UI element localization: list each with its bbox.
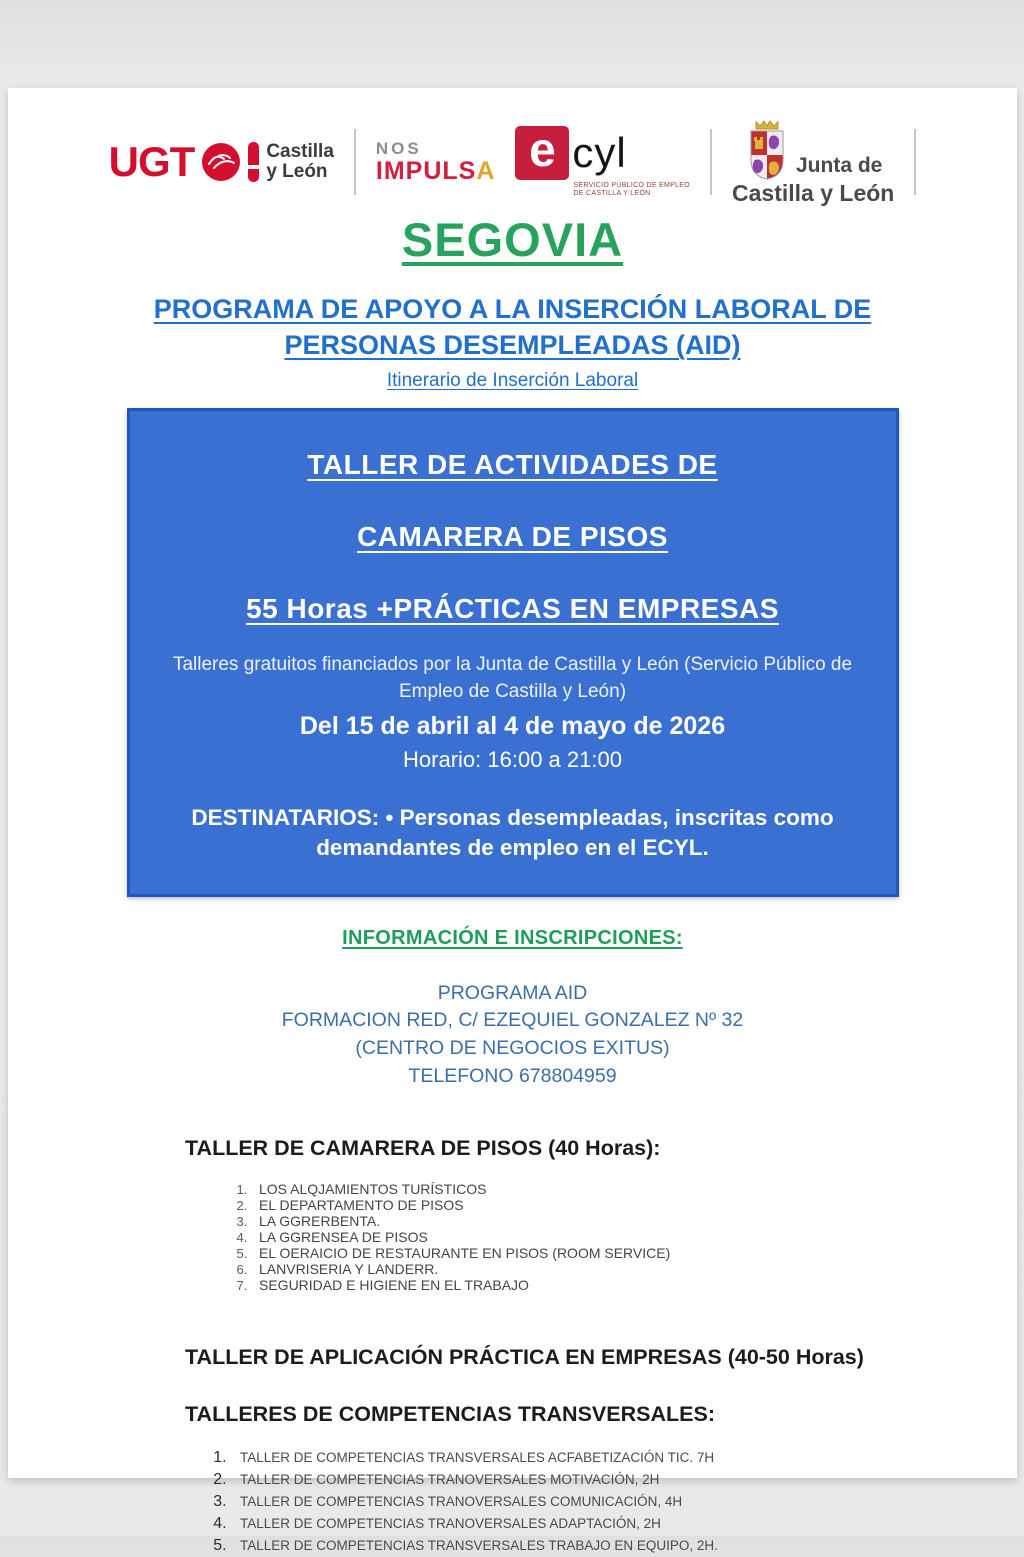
info-phone: TELEFONO 678804959 xyxy=(408,1064,617,1087)
funding-note: Talleres gratuitos financiados por la Junta de Castilla y León (Servicio Público de Empleo de Castilla y León) xyxy=(172,653,853,703)
ugt-logo xyxy=(109,138,334,186)
logo-divider xyxy=(710,129,712,195)
junta-shield-icon xyxy=(744,118,790,182)
list-item: 3. TALLER DE COMPETENCIAS TRANOVERSALES COMUNICACIÓN, 4H xyxy=(231,1491,957,1513)
logo-row xyxy=(8,88,1017,206)
workshop-dates: Del 15 de abril al 4 de mayo de 2026 xyxy=(299,711,726,740)
list-item: 1. LOS ALQJAMIENTOS TURÍSTICOS xyxy=(251,1181,957,1197)
info-center: (CENTRO DE NEGOCIOS EXITUS) xyxy=(355,1037,670,1060)
workshop-recipients: DESTINATARIOS: • Personas desempleadas, inscritas como demandantes de empleo en el ECYL. xyxy=(191,804,834,861)
info-address: FORMACION RED, C/ EZEQUIEL GONZALEZ Nº 32 xyxy=(281,1009,744,1032)
ecyl-caption: SERVICIO PÚBLICO DE EMPLEO DE CASTILLA Y LEÓN xyxy=(573,181,691,197)
program-title: PROGRAMA DE APOYO A LA INSERCIÓN LABORAL DE PERSONAS DESEMPLEADAS (AID) xyxy=(153,294,872,361)
list-item: 5. EL OERAICIO DE RESTAURANTE EN PISOS (ROOM SERVICE) xyxy=(251,1245,957,1261)
list-item: 1. TALLER DE COMPETENCIAS TRANSVERSALES ACFABETIZACIÓN TIC. 7H xyxy=(231,1447,957,1469)
list-item: 4. TALLER DE COMPETENCIAS TRANOVERSALES ADAPTACIÓN, 2H xyxy=(231,1513,957,1535)
program-subtitle: Itinerario de Inserción Laboral xyxy=(386,369,639,391)
transversal-list xyxy=(185,1447,957,1557)
logo-divider xyxy=(354,129,356,195)
info-program: PROGRAMA AID xyxy=(437,981,588,1004)
info-heading: INFORMACIÓN E INSCRIPCIONES: xyxy=(342,926,683,949)
flyer-page xyxy=(8,88,1017,1554)
list-item: 6. LANVRISERIA Y LANDERR. xyxy=(251,1261,957,1277)
list-item: 5. TALLER DE COMPETENCIAS TRANSVERSALES TRABAJO EN EQUIPO, 2H. xyxy=(231,1535,957,1557)
list-item: 2. EL DEPARTAMENTO DE PISOS xyxy=(251,1197,957,1213)
list-item: 4. LA GGRENSEA DE PISOS xyxy=(251,1229,957,1245)
workshop-hours: 55 Horas +PRÁCTICAS EN EMPRESAS xyxy=(246,592,779,624)
ugt-handshake-icon xyxy=(201,142,241,182)
logo-divider xyxy=(914,129,916,195)
list-item: 7. SEGURIDAD E HIGIENE EN EL TRABAJO xyxy=(251,1277,957,1293)
workshop-title-line1: TALLER DE ACTIVIDADES DE xyxy=(307,448,718,480)
nos-impulsa-logo: NOS IMPULSA xyxy=(375,138,496,185)
ecyl-e-mark: e xyxy=(515,126,569,180)
ugt-flag-bar xyxy=(248,142,259,182)
list-item: 3. LA GGRERBENTA. xyxy=(251,1213,957,1229)
camarera-heading: TALLER DE CAMARERA DE PISOS (40 Horas): xyxy=(185,1136,661,1161)
workshop-title-line2: CAMARERA DE PISOS xyxy=(357,520,668,552)
transversal-heading: TALLERES DE COMPETENCIAS TRANSVERSALES: xyxy=(185,1402,715,1427)
info-address-block xyxy=(8,980,1017,1091)
junta-logo: Junta de Castilla y León xyxy=(732,118,894,207)
workshop-box xyxy=(127,408,899,897)
ugt-wordmark: UGT xyxy=(108,138,195,185)
camarera-section xyxy=(185,1136,957,1557)
list-item: 2. TALLER DE COMPETENCIAS TRANOVERSALES MOTIVACIÓN, 2H xyxy=(231,1469,957,1491)
ugt-region-label: Castilla y León xyxy=(266,141,334,182)
workshop-schedule: Horario: 16:00 a 21:00 xyxy=(403,746,622,772)
city-title: SEGOVIA xyxy=(401,213,624,266)
camarera-list xyxy=(185,1181,957,1293)
ecyl-logo: e cyl SERVICIO PÚBLICO DE EMPLEO DE CASTILLA Y LEÓN xyxy=(515,126,690,199)
practice-heading: TALLER DE APLICACIÓN PRÁCTICA EN EMPRESAS (40-50 Horas) xyxy=(185,1345,864,1370)
